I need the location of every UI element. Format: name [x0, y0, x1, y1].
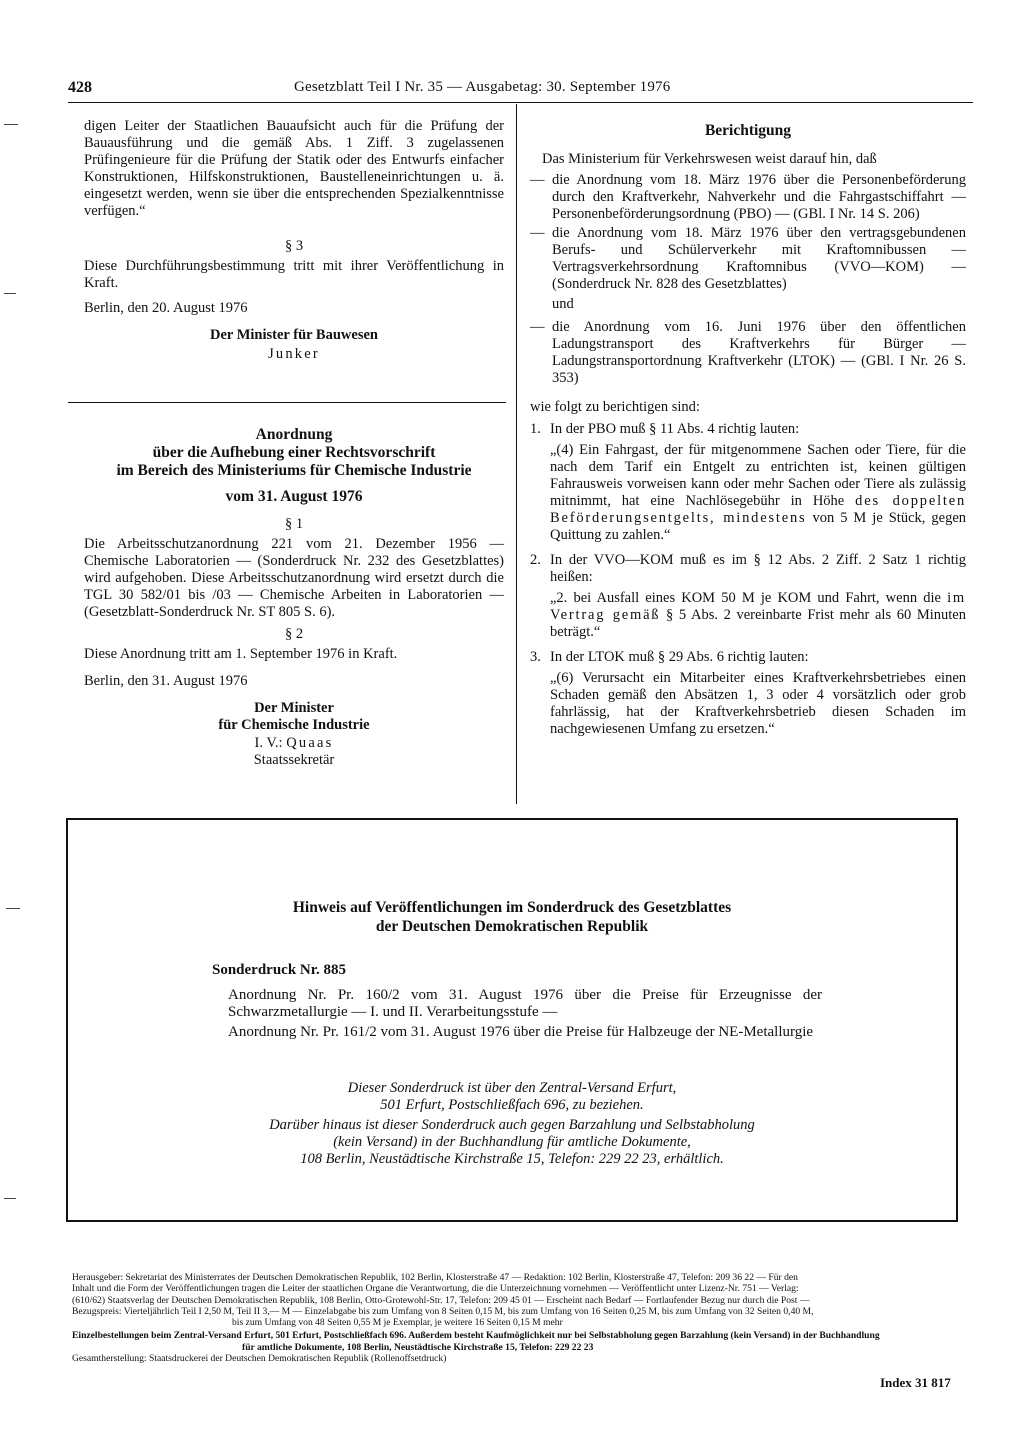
minister-name-1: Junker [268, 346, 320, 362]
berichtigung-title: Berichtigung [704, 122, 792, 139]
secretary-title: Staatssekretär [253, 752, 335, 768]
list-item [530, 172, 966, 223]
signing-date-1: Berlin, den 20. August 1976 [84, 300, 248, 316]
margin-mark [4, 124, 18, 125]
notice-italic-5: 108 Berlin, Neustädtische Kirchstraße 15, Telefon: 229 22 23, erhältlich. [300, 1151, 724, 1167]
section-1-heading: § 1 [284, 516, 304, 532]
item-text: In der VVO—KOM muß es im § 12 Abs. 2 Ziff. 2 Satz 1 richtig heißen: [550, 552, 966, 585]
anordnung-subtitle-2: im Bereich des Ministeriums für Chemische Industrie [116, 462, 472, 479]
list-dash: — [530, 225, 545, 241]
notice-italic-2: 501 Erfurt, Postschließfach 696, zu beziehen. [380, 1097, 644, 1113]
section-3-text: Diese Durchführungsbestimmung tritt mit ihrer Veröffentlichung in Kraft. [84, 258, 504, 291]
imprint-line: für amtliche Dokumente, 108 Berlin, Neustädtische Kirchstraße 15, Telefon: 229 22 23 [242, 1341, 594, 1353]
minister-title-2a: Der Minister [254, 700, 334, 716]
notice-italic-4: (kein Versand) in der Buchhandlung für amtliche Dokumente, [333, 1134, 691, 1150]
notice-entry-2: Anordnung Nr. Pr. 161/2 vom 31. August 1976 über die Preise für Halbzeuge der NE-Metallurgie [228, 1024, 814, 1040]
list-item-text: die Anordnung vom 18. März 1976 über die Personenbeförderung durch den Kraftverkehr, Nahverkehr und die Fahrgastschiffahrt — Personenbeförderungsordnung (PBO) — (GBl. I Nr. 14 S. 206) [552, 172, 966, 222]
signing-date-2: Berlin, den 31. August 1976 [84, 673, 248, 689]
iv-name: Quaas [286, 735, 334, 751]
item-number: 3. [530, 649, 541, 665]
minister-title-2b: für Chemische Industrie [218, 717, 370, 733]
item-number: 1. [530, 421, 541, 437]
item-text: In der PBO muß § 11 Abs. 4 richtig lauten: [550, 421, 800, 437]
imprint-line: (610/62) Staatsverlag der Deutschen Demokratischen Republik, 108 Berlin, Otto-Grotewohl-Str. 17, Telefon: 209 45 01 — Erscheint nach Bedarf — Fortlaufender Bezug nur durch die Post — [72, 1294, 810, 1306]
notice-entry-1: Anordnung Nr. Pr. 160/2 vom 31. August 1976 über die Preise für Erzeugnisse der Schwarzmetallurgie — I. und II. Verarbeitungsstufe — [228, 987, 822, 1020]
list-dash: — [530, 319, 545, 335]
list-item [530, 225, 966, 293]
sonderdruck-label: Sonderdruck Nr. 885 [212, 962, 347, 978]
item-quote: „(6) Verursacht ein Mitarbeiter eines Kraftverkehrsbetriebes einen Schaden gemäß den Absätzen 1, 3 oder 4 vorsätzlich oder grob fahrlässig, hat der Kraftverkehrsbetrieb diesen Schaden im nachgewiesenen Umfang zu ersetzen.“ [550, 670, 966, 737]
item-number: 2. [530, 552, 541, 568]
notice-title-2: der Deutschen Demokratischen Republik [375, 918, 649, 935]
numbered-item [530, 649, 966, 738]
column-divider [516, 104, 517, 804]
item-quote: „2. bei Ausfall eines KOM 50 M je KOM und Fahrt, wenn die im Vertrag gemäß § 5 Abs. 2 vereinbarte Frist mehr als 60 Minuten beträgt.“ [550, 590, 966, 640]
intro-paragraph: digen Leiter der Staatlichen Bauaufsicht auch für die Prüfung der Bauausführung und die gemäß Abs. 1 Ziff. 3 zugelassenen Prüfingenieure für die Prüfung der Statik oder des Entwurfs einfacher Konstruktionen, Hilfskonstruktionen, Baustelleneinrichtungen u. ä. eingesetzt werden, wenn sie über die entsprechenden Spezialkenntnisse verfügen.“ [84, 118, 504, 219]
imprint-line: bis zum Umfang von 48 Seiten 0,55 M je Exemplar, je weitere 16 Seiten 0,15 M mehr [232, 1317, 563, 1329]
page-number: 428 [68, 79, 92, 96]
anordnung-block [84, 426, 504, 769]
right-column [530, 122, 966, 738]
section-3-heading: § 3 [284, 238, 304, 254]
numbered-item [530, 552, 966, 641]
list-item-text: die Anordnung vom 16. Juni 1976 über den öffentlichen Ladungstransport des Kraftverkehrs für Bürger — Ladungstransportordnung Kraftverkehr (LTOK) — (GBl. I Nr. 26 S. 353) [552, 319, 966, 386]
section-rule [68, 402, 506, 403]
left-column [84, 118, 504, 363]
imprint-line: Gesamtherstellung: Staatsdruckerei der Deutschen Demokratischen Republik (Rollenoffsetdruck) [72, 1353, 447, 1365]
minister-title-1: Der Minister für Bauwesen [210, 327, 378, 343]
berichtigung-intro: Das Ministerium für Verkehrswesen weist darauf hin, daß [542, 151, 877, 167]
imprint-line: Bezugspreis: Vierteljährlich Teil I 2,50 M, Teil II 3,— M — Einzelabgabe bis zum Umfang von 8 Seiten 0,15 M, bis zum Umfang von 16 Seiten 0,25 M, bis zum Umfang von 32 Seiten 0,40 M, [72, 1305, 814, 1317]
anordnung-title: Anordnung [255, 426, 333, 443]
sonderdruck-notice-box [66, 818, 958, 1222]
notice-title-1: Hinweis auf Veröffentlichungen im Sonderdruck des Gesetzblattes [292, 899, 732, 916]
section-2-heading: § 2 [284, 626, 304, 642]
anordnung-subtitle-1: über die Aufhebung einer Rechtsvorschrift [152, 444, 436, 461]
imprint-line: Inhalt und die Form der Veröffentlichungen tragen die Leiter der staatlichen Organe die Verantwortung, die die Unterzeichnung vornehmen — Veröffentlicht unter Lizenz-Nr. 751 — Verlag: [72, 1283, 799, 1295]
iv-prefix: I. V.: [254, 735, 283, 751]
item-text: In der LTOK muß § 29 Abs. 6 richtig lauten: [550, 649, 809, 665]
notice-italic-3: Darüber hinaus ist dieser Sonderdruck auch gegen Barzahlung und Selbstabholung [269, 1117, 755, 1133]
imprint-line: Herausgeber: Sekretariat des Ministerrates der Deutschen Demokratischen Republik, 102 Berlin, Klosterstraße 47 — Redaktion: 102 Berlin, Klosterstraße 47, Telefon: 209 36 22 — Für den [72, 1272, 798, 1283]
margin-mark [4, 1198, 16, 1199]
numbered-item [530, 421, 966, 544]
margin-mark [4, 293, 16, 294]
list-item-text: die Anordnung vom 18. März 1976 über den vertragsgebundenen Berufs- und Schülerverkehr mit Kraftomnibussen — Vertragsverkehrsordnung Kraftomnibus (VVO—KOM) — (Sonderdruck Nr. 828 des Gesetzblattes) [552, 225, 966, 292]
section-1-text: Die Arbeitsschutzanordnung 221 vom 21. Dezember 1956 — Chemische Laboratorien — (Sonderdruck Nr. 232 des Gesetzblattes) wird aufgehoben. Diese Arbeitsschutzanordnung wird ersetzt durch die TGL 30 582/01 bis /03 — Chemische Arbeiten in Laboratorien — (Gesetzblatt-Sonderdruck Nr. ST 805 S. 6). [84, 536, 504, 620]
margin-mark [6, 908, 20, 909]
iv-line [84, 735, 504, 752]
list-dash: — [530, 172, 545, 188]
page-header [68, 78, 973, 103]
notice-italic-1: Dieser Sonderdruck ist über den Zentral-Versand Erfurt, [347, 1080, 677, 1096]
anordnung-date: vom 31. August 1976 [225, 488, 363, 505]
imprint-line: Einzelbestellungen beim Zentral-Versand Erfurt, 501 Erfurt, Postschließfach 696. Außerdem besteht Kaufmöglichkeit nur bei Selbstabholung gegen Barzahlung (kein Versand) in der Buchhandlung [72, 1330, 880, 1342]
list-item [530, 319, 966, 387]
running-title: Gesetzblatt Teil I Nr. 35 — Ausgabetag: 30. September 1976 [294, 79, 671, 95]
section-2-text: Diese Anordnung tritt am 1. September 1976 in Kraft. [84, 646, 398, 662]
item-quote: „(4) Ein Fahrgast, der für mitgenommene Sachen oder Tiere, für die nach dem Tarif ein Entgelt zu entrichten ist, keinen gültigen Fahrausweis vorweisen kann oder mehr Sachen oder Tiere als zulässig mitnimmt, hat eine Nachlösegebühr in Höhe des doppelten Beförderungsentgelts, mindestens von 5 M je Stück, gegen Quittung zu zahlen.“ [550, 442, 967, 543]
imprint-footer [72, 1272, 972, 1364]
index-number: Index 31 817 [880, 1375, 951, 1390]
follow-line: wie folgt zu berichtigen sind: [530, 399, 700, 415]
und-word: und [552, 296, 574, 312]
